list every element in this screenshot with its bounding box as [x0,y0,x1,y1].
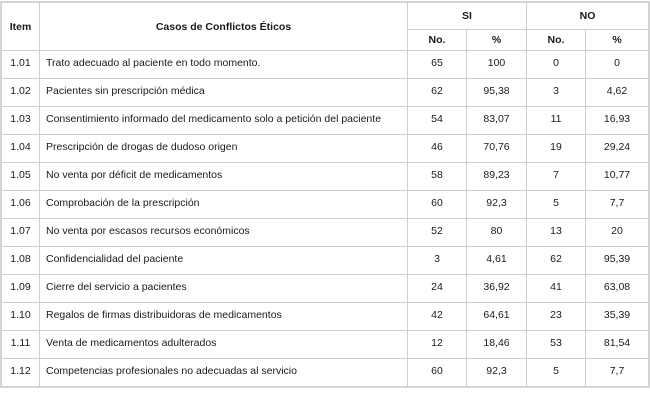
cell-item: 1.01 [2,51,40,79]
cell-case: Venta de medicamentos adulterados [40,331,408,359]
cell-item: 1.04 [2,135,40,163]
cell-no-percent: 95,39 [586,247,649,275]
cell-no-percent: 29,24 [586,135,649,163]
table-row [2,79,649,107]
cell-no-percent: 7,7 [586,359,649,387]
header-si-percent: % [467,30,527,51]
cell-no-count: 13 [527,219,586,247]
header-item: Item [2,3,40,51]
table-row [2,51,649,79]
cell-no-percent: 63,08 [586,275,649,303]
cell-si-percent: 92,3 [467,191,527,219]
cell-si-count: 54 [408,107,467,135]
cell-item: 1.12 [2,359,40,387]
cell-case: Confidencialidad del paciente [40,247,408,275]
table-row [2,135,649,163]
cell-no-percent: 0 [586,51,649,79]
cell-no-percent: 7,7 [586,191,649,219]
cell-si-percent: 80 [467,219,527,247]
cell-case: Competencias profesionales no adecuadas al servicio [40,359,408,387]
header-no: NO [527,3,649,30]
cell-case: Regalos de firmas distribuidoras de medicamentos [40,303,408,331]
cell-si-count: 46 [408,135,467,163]
cell-item: 1.05 [2,163,40,191]
cell-si-count: 60 [408,359,467,387]
cell-item: 1.03 [2,107,40,135]
cell-case: Cierre del servicio a pacientes [40,275,408,303]
cell-si-percent: 95,38 [467,79,527,107]
cell-si-percent: 36,92 [467,275,527,303]
cell-item: 1.08 [2,247,40,275]
cell-si-count: 42 [408,303,467,331]
cell-si-percent: 70,76 [467,135,527,163]
cell-si-percent: 92,3 [467,359,527,387]
table-row [2,359,649,387]
header-row-top [2,3,649,30]
cell-item: 1.09 [2,275,40,303]
table-row [2,303,649,331]
table-row [2,191,649,219]
cell-si-percent: 64,61 [467,303,527,331]
cell-no-count: 7 [527,163,586,191]
cell-no-count: 11 [527,107,586,135]
cell-case: No venta por déficit de medicamentos [40,163,408,191]
cell-si-count: 52 [408,219,467,247]
cell-item: 1.06 [2,191,40,219]
cell-case: No venta por escasos recursos económicos [40,219,408,247]
table-row [2,107,649,135]
cell-no-count: 41 [527,275,586,303]
cell-case: Prescripción de drogas de dudoso origen [40,135,408,163]
header-no-percent: % [586,30,649,51]
cell-si-count: 65 [408,51,467,79]
table-row [2,247,649,275]
header-si: SI [408,3,527,30]
cell-si-count: 62 [408,79,467,107]
cell-si-count: 60 [408,191,467,219]
cell-si-percent: 18,46 [467,331,527,359]
cell-case: Trato adecuado al paciente en todo momento. [40,51,408,79]
cell-si-percent: 83,07 [467,107,527,135]
cell-item: 1.11 [2,331,40,359]
cell-no-count: 5 [527,191,586,219]
cell-item: 1.10 [2,303,40,331]
cell-no-percent: 10,77 [586,163,649,191]
header-no-count: No. [527,30,586,51]
header-cases: Casos de Conflictos Éticos [40,3,408,51]
cell-no-percent: 81,54 [586,331,649,359]
header-si-count: No. [408,30,467,51]
cell-no-percent: 20 [586,219,649,247]
cell-si-count: 58 [408,163,467,191]
cell-si-count: 12 [408,331,467,359]
cell-no-count: 5 [527,359,586,387]
cell-no-percent: 4,62 [586,79,649,107]
cell-si-count: 3 [408,247,467,275]
table-row [2,163,649,191]
cell-no-count: 3 [527,79,586,107]
table-row [2,275,649,303]
cell-si-percent: 100 [467,51,527,79]
table-row [2,219,649,247]
cell-no-percent: 16,93 [586,107,649,135]
cell-case: Consentimiento informado del medicamento solo a petición del paciente [40,107,408,135]
cell-si-count: 24 [408,275,467,303]
cell-item: 1.02 [2,79,40,107]
cell-case: Comprobación de la prescripción [40,191,408,219]
table-row [2,331,649,359]
table-body [2,51,649,387]
cell-case: Pacientes sin prescripción médica [40,79,408,107]
cell-no-count: 0 [527,51,586,79]
cell-si-percent: 89,23 [467,163,527,191]
cell-no-count: 53 [527,331,586,359]
cell-si-percent: 4,61 [467,247,527,275]
cell-no-count: 19 [527,135,586,163]
cell-no-count: 62 [527,247,586,275]
cell-no-count: 23 [527,303,586,331]
cell-no-percent: 35,39 [586,303,649,331]
ethical-conflicts-table [1,2,649,387]
cell-item: 1.07 [2,219,40,247]
